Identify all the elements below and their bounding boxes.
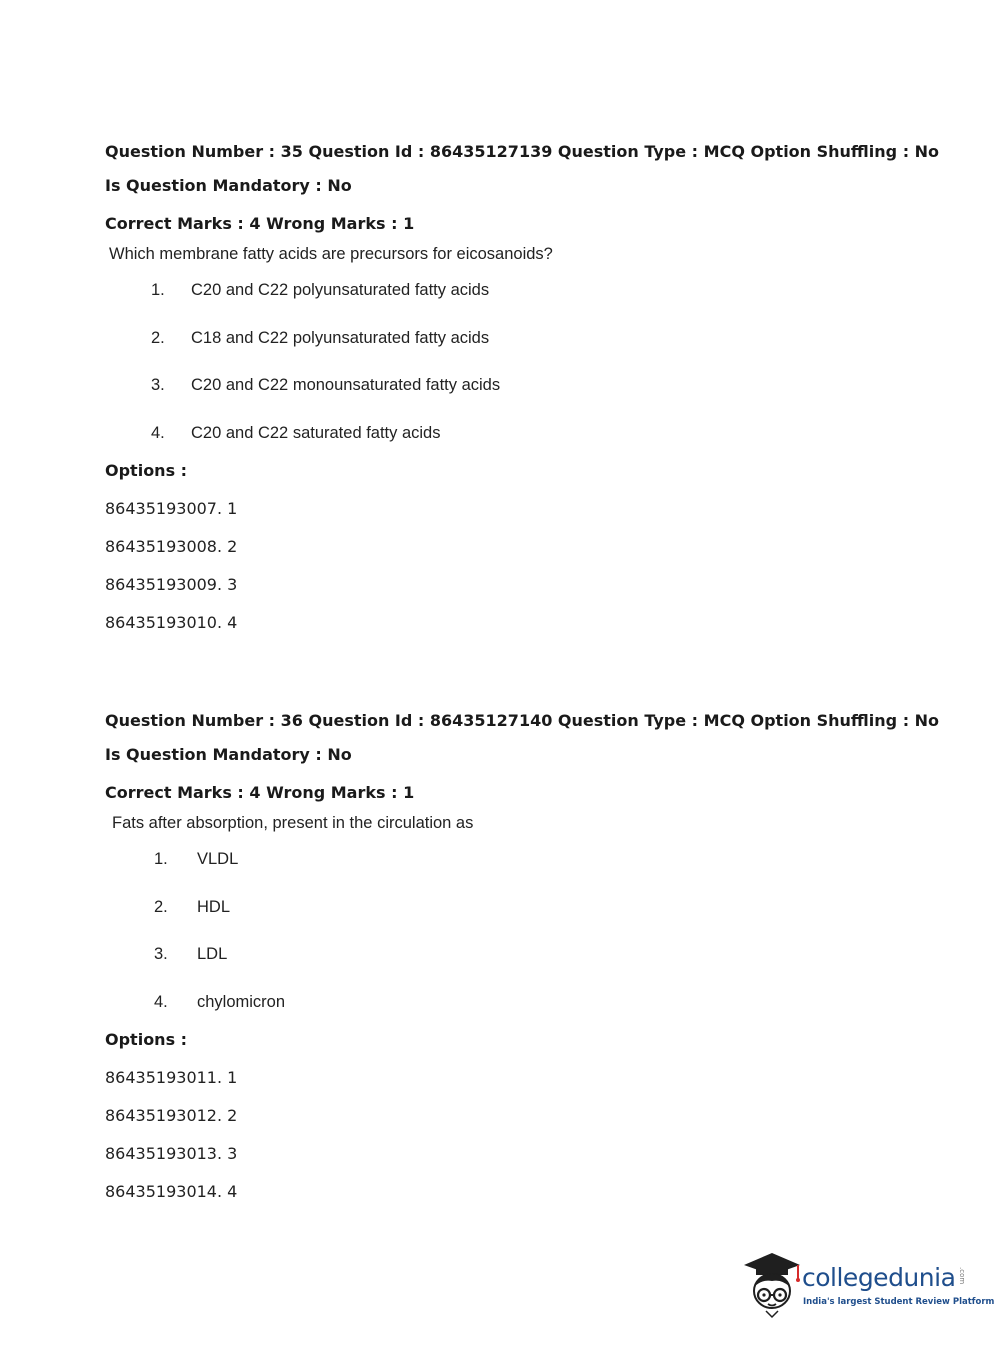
question-mandatory: Is Question Mandatory : No <box>105 745 352 764</box>
question-marks: Correct Marks : 4 Wrong Marks : 1 <box>105 214 415 233</box>
choice-text: C20 and C22 saturated fatty acids <box>191 423 441 442</box>
logo-wordmark: collegedunia <box>802 1263 956 1292</box>
option-id: 86435193011. 1 <box>105 1068 238 1087</box>
choice-number: 1. <box>154 850 168 868</box>
option-id: 86435193010. 4 <box>105 613 238 632</box>
question-text: Which membrane fatty acids are precursors for eicosanoids? <box>109 245 553 263</box>
question-block-36 <box>105 710 940 1203</box>
choice-item <box>105 422 925 444</box>
options-heading: Options : <box>105 1030 188 1049</box>
option-id: 86435193009. 3 <box>105 575 238 594</box>
choice-list <box>105 848 925 1013</box>
choice-item <box>105 279 925 301</box>
question-block-35 <box>105 141 940 634</box>
question-meta: Question Number : 35 Question Id : 86435127139 Question Type : MCQ Option Shuffling : No <box>105 142 940 161</box>
collegedunia-logo <box>742 1249 995 1321</box>
options-heading: Options : <box>105 461 188 480</box>
choice-number: 4. <box>154 992 168 1011</box>
option-id: 86435193014. 4 <box>105 1182 238 1201</box>
choice-item <box>105 896 925 918</box>
choice-item <box>105 848 925 870</box>
choice-text: C18 and C22 polyunsaturated fatty acids <box>191 328 490 347</box>
choice-item <box>105 374 925 396</box>
logo-suffix: .com <box>958 1267 966 1285</box>
option-id: 86435193008. 2 <box>105 537 238 556</box>
question-mandatory: Is Question Mandatory : No <box>105 176 352 195</box>
choice-text: C20 and C22 polyunsaturated fatty acids <box>191 281 490 299</box>
choice-item <box>105 991 925 1013</box>
choice-text: chylomicron <box>197 992 286 1011</box>
option-id: 86435193013. 3 <box>105 1144 238 1163</box>
choice-number: 4. <box>151 423 165 442</box>
question-text: Fats after absorption, present in the circulation as <box>112 814 474 832</box>
choice-number: 3. <box>151 376 165 394</box>
choice-number: 2. <box>154 897 168 916</box>
choice-text: C20 and C22 monounsaturated fatty acids <box>191 376 501 394</box>
question-marks: Correct Marks : 4 Wrong Marks : 1 <box>105 783 415 802</box>
choice-number: 3. <box>154 945 168 963</box>
choice-item <box>105 327 925 349</box>
option-id: 86435193007. 1 <box>105 499 238 518</box>
choice-text: VLDL <box>197 850 239 868</box>
question-meta: Question Number : 36 Question Id : 86435127140 Question Type : MCQ Option Shuffling : No <box>105 711 940 730</box>
choice-text: HDL <box>197 897 231 916</box>
choice-text: LDL <box>197 945 228 963</box>
choice-number: 1. <box>151 281 165 299</box>
logo-tagline: India's largest Student Review Platform <box>803 1297 995 1307</box>
mascot-icon <box>742 1249 802 1321</box>
choice-item <box>105 943 925 965</box>
option-id: 86435193012. 2 <box>105 1106 238 1125</box>
choice-list <box>105 279 925 444</box>
choice-number: 2. <box>151 328 165 347</box>
